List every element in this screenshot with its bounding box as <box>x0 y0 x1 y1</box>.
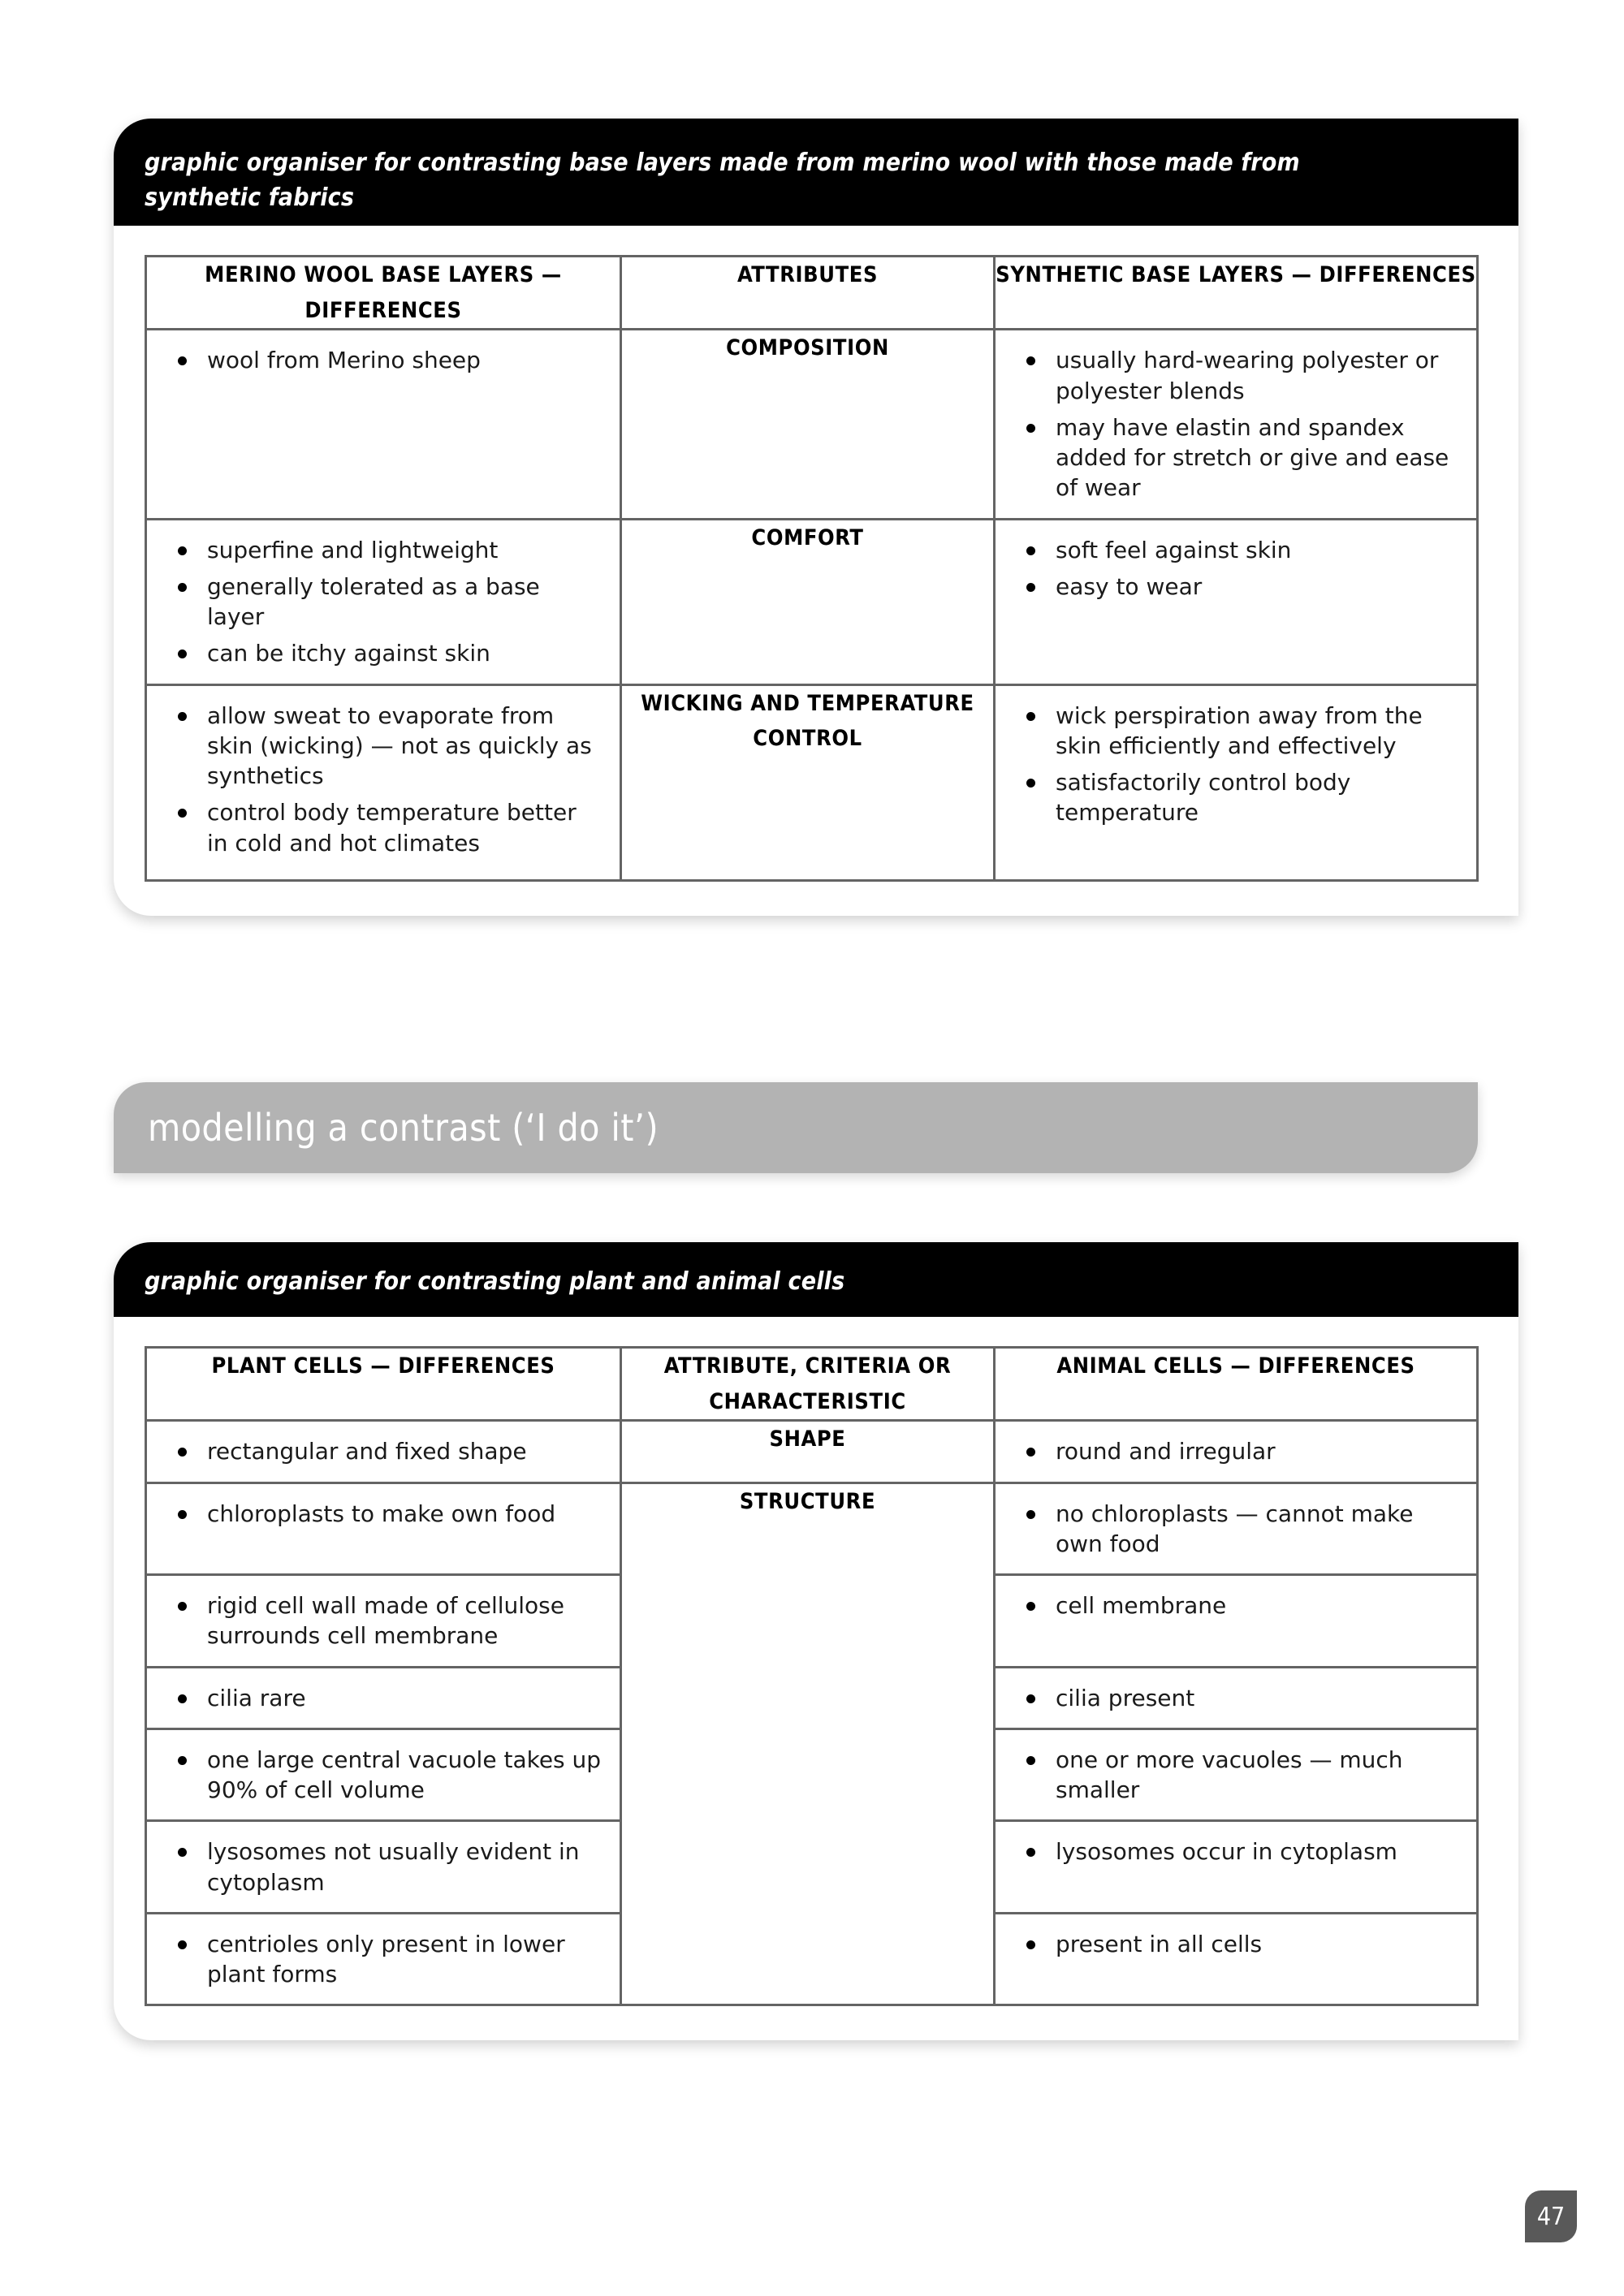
card-body <box>114 1317 1518 2040</box>
bullet-list <box>996 1484 1476 1573</box>
table-row <box>146 1482 1478 1574</box>
list-item: one or more vacuoles — much smaller <box>996 1745 1463 1805</box>
card-body <box>114 226 1518 916</box>
list-item: cell membrane <box>996 1590 1463 1621</box>
list-item: usually hard-wearing polyester or polyester blends <box>996 345 1463 405</box>
column-header-animal-cells: ANIMAL CELLS — DIFFERENCES <box>995 1348 1478 1421</box>
table-header-row <box>146 1348 1478 1421</box>
cell-plant-chloroplasts <box>146 1482 621 1574</box>
cell-animal-centrioles <box>995 1913 1478 2005</box>
cell-merino-composition <box>146 330 621 519</box>
list-item: soft feel against skin <box>996 535 1463 565</box>
list-item: round and irregular <box>996 1436 1463 1466</box>
cell-merino-comfort <box>146 519 621 684</box>
list-item: generally tolerated as a base layer <box>147 572 607 632</box>
table-row <box>146 519 1478 684</box>
graphic-organiser-table-cells <box>145 1346 1479 2006</box>
bullet-list <box>996 1730 1476 1819</box>
column-header-synthetic: SYNTHETIC BASE LAYERS — DIFFERENCES <box>995 257 1478 330</box>
cell-attribute-wicking: WICKING AND TEMPERATURE CONTROL <box>621 684 995 880</box>
list-item: allow sweat to evaporate from skin (wicking) — not as quickly as synthetics <box>147 701 607 792</box>
graphic-organiser-table-base-layers <box>145 255 1479 882</box>
list-item: wick perspiration away from the skin efficiently and effectively <box>996 701 1463 761</box>
table-header-row <box>146 257 1478 330</box>
bullet-list <box>147 1668 620 1728</box>
cell-animal-cell-membrane <box>995 1575 1478 1667</box>
cell-synthetic-comfort <box>995 519 1478 684</box>
cell-animal-shape <box>995 1421 1478 1482</box>
cell-plant-cell-wall <box>146 1575 621 1667</box>
page-number-text: 47 <box>1536 2202 1566 2231</box>
cell-merino-wicking <box>146 684 621 880</box>
bullet-list <box>147 330 620 390</box>
list-item: may have elastin and spandex added for stretch or give and ease of wear <box>996 412 1463 503</box>
list-item: easy to wear <box>996 572 1463 602</box>
list-item: satisfactorily control body temperature <box>996 767 1463 827</box>
cell-plant-centrioles <box>146 1913 621 2005</box>
table-row <box>146 330 1478 519</box>
bullet-list <box>996 1576 1476 1635</box>
list-item: cilia present <box>996 1683 1463 1713</box>
card-header-bar <box>114 1242 1518 1317</box>
list-item: wool from Merino sheep <box>147 345 607 375</box>
table-row <box>146 1421 1478 1482</box>
list-item: present in all cells <box>996 1929 1463 1959</box>
list-item: centrioles only present in lower plant forms <box>147 1929 607 1989</box>
list-item: cilia rare <box>147 1683 607 1713</box>
section-heading-banner <box>114 1082 1478 1173</box>
cell-synthetic-wicking <box>995 684 1478 880</box>
bullet-list <box>147 1576 620 1665</box>
cell-animal-cilia <box>995 1667 1478 1728</box>
bullet-list <box>996 1914 1476 1974</box>
section-heading-text: modelling a contrast (‘I do it’) <box>148 1106 659 1150</box>
list-item: control body temperature better in cold and hot climates <box>147 797 607 857</box>
card-header-bar <box>114 119 1518 226</box>
graphic-organiser-card-cells <box>114 1242 1518 2040</box>
cell-plant-cilia <box>146 1667 621 1728</box>
bullet-list <box>147 1730 620 1819</box>
column-header-plant-cells: PLANT CELLS — DIFFERENCES <box>146 1348 621 1421</box>
bullet-list <box>996 1422 1476 1481</box>
bullet-list <box>147 1422 620 1481</box>
bullet-list <box>147 1484 620 1543</box>
cell-animal-vacuoles <box>995 1728 1478 1820</box>
cell-plant-lysosomes <box>146 1821 621 1913</box>
cell-plant-shape <box>146 1421 621 1482</box>
cell-synthetic-composition <box>995 330 1478 519</box>
graphic-organiser-card-base-layers <box>114 119 1518 916</box>
card-header-title: graphic organiser for contrasting plant and animal cells <box>145 1267 845 1296</box>
cell-plant-vacuole <box>146 1728 621 1820</box>
bullet-list <box>996 330 1476 517</box>
list-item: rigid cell wall made of cellulose surrounds cell membrane <box>147 1590 607 1651</box>
list-item: lysosomes occur in cytoplasm <box>996 1836 1463 1867</box>
column-header-attributes: ATTRIBUTES <box>621 257 995 330</box>
bullet-list <box>147 686 620 879</box>
bullet-list <box>147 1822 620 1911</box>
list-item: superfine and lightweight <box>147 535 607 565</box>
table-row <box>146 684 1478 880</box>
page-number-badge <box>1525 2190 1577 2242</box>
cell-animal-lysosomes <box>995 1821 1478 1913</box>
card-header-title: graphic organiser for contrasting base layers made from merino wool with those made from synthetic fabrics <box>145 149 1300 212</box>
list-item: rectangular and fixed shape <box>147 1436 607 1466</box>
cell-attribute-comfort: COMFORT <box>621 519 995 684</box>
bullet-list <box>996 686 1476 843</box>
list-item: lysosomes not usually evident in cytoplasm <box>147 1836 607 1897</box>
cell-attribute-composition: COMPOSITION <box>621 330 995 519</box>
list-item: chloroplasts to make own food <box>147 1499 607 1529</box>
column-header-attribute-criteria: ATTRIBUTE, CRITERIA OR CHARACTERISTIC <box>621 1348 995 1421</box>
bullet-list <box>147 520 620 684</box>
bullet-list <box>996 520 1476 616</box>
cell-animal-chloroplasts <box>995 1482 1478 1574</box>
bullet-list <box>996 1822 1476 1881</box>
bullet-list <box>147 1914 620 2004</box>
cell-attribute-structure: STRUCTURE <box>621 1482 995 2005</box>
cell-attribute-shape: SHAPE <box>621 1421 995 1482</box>
list-item: no chloroplasts — cannot make own food <box>996 1499 1463 1559</box>
list-item: one large central vacuole takes up 90% of cell volume <box>147 1745 607 1805</box>
bullet-list <box>996 1668 1476 1728</box>
column-header-merino-wool: MERINO WOOL BASE LAYERS — DIFFERENCES <box>146 257 621 330</box>
list-item: can be itchy against skin <box>147 638 607 668</box>
